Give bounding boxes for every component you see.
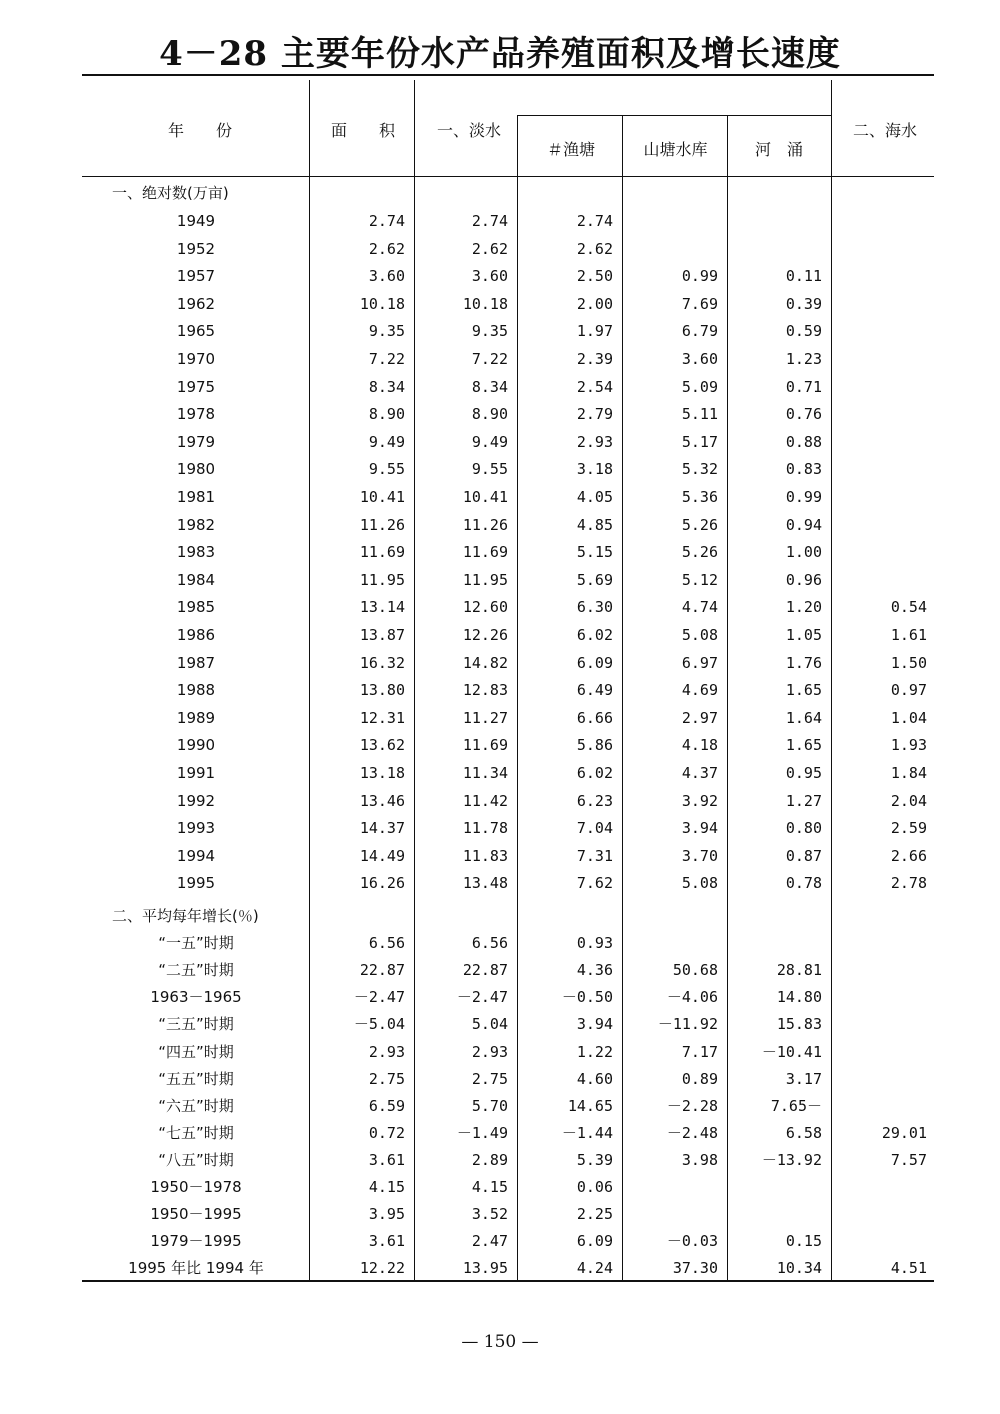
cell-river: 0.99	[785, 488, 822, 506]
cell-fresh: 11.83	[462, 846, 508, 865]
cell-reservoir: 7.69	[681, 294, 718, 313]
cell-fresh: 11.69	[462, 736, 508, 755]
table-row	[0, 870, 1000, 897]
row-label: 1995	[176, 874, 216, 893]
table-row	[0, 677, 1000, 704]
page-title: 4－28 主要年份水产品养殖面积及增长速度	[159, 34, 841, 74]
cell-river: 28.81	[776, 961, 822, 980]
cell-sea: 1.61	[890, 626, 927, 644]
cell-fresh: 22.87	[462, 961, 508, 980]
cell-river: 1.00	[785, 543, 822, 562]
cell-pond: 1.22	[576, 1042, 613, 1061]
cell-river: 0.59	[785, 322, 822, 341]
cell-area: 8.90	[368, 405, 405, 424]
table-row	[0, 594, 1000, 621]
row-label: 1979	[176, 432, 216, 451]
row-label: 1986	[176, 626, 216, 644]
cell-pond: 2.93	[576, 432, 613, 451]
cell-pond: －0.50	[561, 988, 613, 1007]
cell-pond: 7.31	[576, 846, 613, 865]
cell-river: 3.17	[785, 1069, 822, 1088]
cell-reservoir: 2.97	[681, 708, 718, 727]
row-label: 1983	[176, 543, 216, 562]
cell-area: 13.46	[359, 791, 405, 810]
row-label: “四五”时期	[158, 1042, 234, 1061]
row-label: 1988	[176, 681, 216, 700]
cell-pond: 6.66	[576, 708, 613, 727]
cell-area: 3.61	[368, 1150, 405, 1169]
cell-reservoir: 5.08	[681, 874, 718, 893]
cell-reservoir: 0.89	[681, 1069, 718, 1088]
table-row	[0, 456, 1000, 483]
cell-fresh: 11.27	[462, 708, 508, 727]
cell-sea: 2.04	[890, 791, 927, 810]
cell-river: 1.23	[785, 350, 822, 368]
table-row	[0, 374, 1000, 401]
cell-river: －10.41	[761, 1042, 822, 1061]
cell-area: －2.47	[353, 988, 405, 1007]
cell-area: 2.74	[368, 212, 405, 230]
section-label: 二、平均每年增长(％)	[112, 907, 259, 925]
row-label: 1984	[176, 570, 216, 589]
table-row	[0, 346, 1000, 373]
cell-pond: 2.74	[576, 212, 613, 230]
cell-pond: 6.23	[576, 791, 613, 810]
cell-fresh: 11.95	[462, 570, 508, 589]
cell-fresh: 11.26	[462, 515, 508, 534]
cell-pond: 4.24	[576, 1259, 613, 1278]
cell-fresh: 2.47	[471, 1232, 508, 1251]
table-row	[0, 1120, 1000, 1147]
table-row	[0, 263, 1000, 290]
row-label: “三五”时期	[158, 1015, 234, 1034]
row-label: 1965	[176, 322, 216, 341]
header-pond: ＃渔塘	[546, 140, 595, 159]
cell-sea: 1.93	[890, 736, 927, 755]
cell-river: 0.83	[785, 460, 822, 479]
table-row	[0, 788, 1000, 815]
cell-river: 0.78	[785, 874, 822, 893]
header-area: 面 积	[330, 121, 395, 140]
cell-pond: 2.39	[576, 350, 613, 368]
cell-pond: 6.02	[576, 626, 613, 644]
row-label: 1987	[176, 653, 216, 672]
cell-river: 1.65	[785, 736, 822, 755]
cell-area: 6.59	[368, 1096, 405, 1115]
table-row	[0, 208, 1000, 235]
cell-area: 3.95	[368, 1205, 405, 1224]
cell-sea: 1.84	[890, 764, 927, 782]
cell-fresh: 6.56	[471, 934, 508, 953]
cell-river: 0.76	[785, 405, 822, 424]
cell-fresh: 7.22	[471, 350, 508, 368]
header-bottom-rule	[82, 176, 934, 177]
cell-area: 8.34	[368, 377, 405, 396]
table-row	[0, 1255, 1000, 1282]
table-row	[0, 1011, 1000, 1038]
cell-sea: 2.66	[890, 846, 927, 865]
cell-pond: 2.25	[576, 1205, 613, 1224]
table-row	[0, 843, 1000, 870]
table-row	[0, 429, 1000, 456]
cell-reservoir: 3.98	[681, 1150, 718, 1169]
cell-pond: 2.54	[576, 377, 613, 396]
cell-reservoir: －4.06	[666, 988, 718, 1007]
row-label: 1957	[176, 267, 216, 286]
cell-fresh: 8.34	[471, 377, 508, 396]
cell-area: 3.60	[368, 267, 405, 286]
cell-pond: 4.05	[576, 488, 613, 506]
cell-river: －13.92	[761, 1150, 822, 1169]
header-year: 年 份	[167, 121, 232, 140]
row-label: 1952	[176, 239, 216, 258]
cell-reservoir: 4.69	[681, 681, 718, 700]
cell-area: －5.04	[353, 1015, 405, 1034]
cell-pond: －1.44	[561, 1123, 613, 1142]
table-row	[0, 1066, 1000, 1093]
cell-pond: 6.02	[576, 764, 613, 782]
cell-area: 7.22	[368, 350, 405, 368]
cell-reservoir: 5.12	[681, 570, 718, 589]
cell-pond: 7.62	[576, 874, 613, 893]
table-row	[0, 567, 1000, 594]
cell-area: 6.56	[368, 934, 405, 953]
cell-river: 0.95	[785, 764, 822, 782]
cell-pond: 2.00	[576, 294, 613, 313]
cell-area: 16.26	[359, 874, 405, 893]
cell-fresh: 5.04	[471, 1015, 508, 1034]
cell-reservoir: 5.26	[681, 515, 718, 534]
cell-area: 2.93	[368, 1042, 405, 1061]
cell-pond: 5.15	[576, 543, 613, 562]
table-row	[0, 622, 1000, 649]
cell-reservoir: 4.74	[681, 598, 718, 617]
row-label: 1980	[176, 460, 216, 479]
cell-area: 2.75	[368, 1069, 405, 1088]
cell-reservoir: 3.70	[681, 846, 718, 865]
cell-fresh: 2.75	[471, 1069, 508, 1088]
table-row	[0, 930, 1000, 957]
cell-fresh: 3.60	[471, 267, 508, 286]
row-label: “一五”时期	[158, 934, 234, 953]
cell-area: 4.15	[368, 1178, 405, 1196]
row-label: “八五”时期	[158, 1150, 234, 1169]
row-label: 1985	[176, 598, 216, 617]
table-row	[0, 318, 1000, 345]
cell-pond: 3.94	[576, 1015, 613, 1034]
row-label: 1963－1965	[150, 988, 242, 1007]
cell-reservoir: 5.26	[681, 543, 718, 562]
cell-pond: 6.09	[576, 1232, 613, 1251]
cell-area: 2.62	[368, 239, 405, 258]
section-row	[0, 903, 1000, 930]
row-label: 1990	[176, 736, 216, 755]
row-label: 1994	[176, 846, 216, 865]
cell-reservoir: 4.18	[681, 736, 718, 755]
cell-reservoir: 37.30	[672, 1259, 718, 1278]
cell-reservoir: 6.79	[681, 322, 718, 341]
row-label: 1949	[176, 212, 216, 230]
cell-pond: 0.06	[576, 1178, 613, 1196]
cell-area: 11.95	[359, 570, 405, 589]
cell-area: 10.41	[359, 488, 405, 506]
cell-reservoir: 4.37	[681, 764, 718, 782]
cell-area: 3.61	[368, 1232, 405, 1251]
table-row	[0, 1228, 1000, 1255]
row-label: “七五”时期	[158, 1123, 234, 1142]
cell-fresh: 11.42	[462, 791, 508, 810]
cell-fresh: 3.52	[471, 1205, 508, 1224]
table-row	[0, 650, 1000, 677]
cell-river: 0.87	[785, 846, 822, 865]
cell-fresh: 8.90	[471, 405, 508, 424]
cell-fresh: 12.26	[462, 626, 508, 644]
row-label: 1992	[176, 791, 216, 810]
cell-area: 9.55	[368, 460, 405, 479]
table-row	[0, 1174, 1000, 1201]
cell-pond: 14.65	[567, 1096, 613, 1115]
cell-area: 0.72	[368, 1123, 405, 1142]
cell-pond: 2.79	[576, 405, 613, 424]
cell-fresh: 12.83	[462, 681, 508, 700]
cell-fresh: 13.95	[462, 1259, 508, 1278]
cell-pond: 3.18	[576, 460, 613, 479]
row-label: 1982	[176, 515, 216, 534]
cell-river: 10.34	[776, 1259, 822, 1278]
cell-fresh: －2.47	[456, 988, 508, 1007]
cell-sea: 1.50	[890, 653, 927, 672]
cell-sea: 0.54	[890, 598, 927, 617]
cell-river: 6.58	[785, 1123, 822, 1142]
cell-reservoir: 5.32	[681, 460, 718, 479]
cell-pond: 7.04	[576, 819, 613, 838]
table-row	[0, 760, 1000, 787]
cell-fresh: 10.18	[462, 294, 508, 313]
table-row	[0, 815, 1000, 842]
cell-pond: 5.39	[576, 1150, 613, 1169]
table-row	[0, 1147, 1000, 1174]
cell-pond: 4.85	[576, 515, 613, 534]
cell-pond: 1.97	[576, 322, 613, 341]
cell-area: 12.31	[359, 708, 405, 727]
cell-area: 13.18	[359, 764, 405, 782]
cell-river: 0.39	[785, 294, 822, 313]
table-row	[0, 732, 1000, 759]
cell-area: 11.69	[359, 543, 405, 562]
cell-pond: 2.50	[576, 267, 613, 286]
cell-fresh: 11.69	[462, 543, 508, 562]
table-row	[0, 984, 1000, 1011]
table-row	[0, 236, 1000, 263]
header-sea: 二、海水	[852, 121, 917, 140]
row-label: 1975	[176, 377, 216, 396]
header-fresh: 一、淡水	[436, 121, 501, 140]
table-row	[0, 1039, 1000, 1066]
page-number: — 150 —	[461, 1332, 539, 1352]
cell-sea: 2.78	[890, 874, 927, 893]
cell-river: 0.11	[785, 267, 822, 286]
cell-reservoir: 0.99	[681, 267, 718, 286]
cell-river: 0.94	[785, 515, 822, 534]
cell-pond: 6.09	[576, 653, 613, 672]
cell-reservoir: 6.97	[681, 653, 718, 672]
cell-river: 1.64	[785, 708, 822, 727]
cell-river: 1.20	[785, 598, 822, 617]
row-label: “五五”时期	[158, 1069, 234, 1088]
cell-fresh: 2.89	[471, 1150, 508, 1169]
cell-sea: 1.04	[890, 708, 927, 727]
cell-fresh: 2.62	[471, 239, 508, 258]
table-row	[0, 705, 1000, 732]
cell-area: 16.32	[359, 653, 405, 672]
cell-reservoir: 7.17	[681, 1042, 718, 1061]
cell-reservoir: －2.48	[666, 1123, 718, 1142]
cell-reservoir: 3.94	[681, 819, 718, 838]
section-label: 一、绝对数(万亩)	[112, 184, 229, 202]
cell-area: 12.22	[359, 1259, 405, 1278]
row-label: 1979－1995	[150, 1232, 242, 1251]
cell-area: 11.26	[359, 515, 405, 534]
cell-fresh: －1.49	[456, 1123, 508, 1142]
cell-fresh: 12.60	[462, 598, 508, 617]
cell-pond: 5.69	[576, 570, 613, 589]
cell-fresh: 2.93	[471, 1042, 508, 1061]
cell-reservoir: 3.92	[681, 791, 718, 810]
cell-river: 15.83	[776, 1015, 822, 1034]
cell-area: 10.18	[359, 294, 405, 313]
cell-sea: 0.97	[890, 681, 927, 700]
cell-reservoir: －11.92	[657, 1015, 718, 1034]
row-label: 1950－1995	[150, 1205, 242, 1224]
table-top-rule	[82, 74, 934, 76]
cell-area: 9.49	[368, 432, 405, 451]
row-label: 1991	[176, 764, 216, 782]
cell-fresh: 14.82	[462, 653, 508, 672]
cell-river: 0.71	[785, 377, 822, 396]
cell-area: 22.87	[359, 961, 405, 980]
cell-river: 1.27	[785, 791, 822, 810]
cell-sea: 7.57	[890, 1150, 927, 1169]
cell-area: 9.35	[368, 322, 405, 341]
cell-river: 1.05	[785, 626, 822, 644]
cell-river: 0.88	[785, 432, 822, 451]
cell-pond: 6.30	[576, 598, 613, 617]
cell-reservoir: －2.28	[666, 1096, 718, 1115]
cell-pond: 6.49	[576, 681, 613, 700]
cell-reservoir: 50.68	[672, 961, 718, 980]
cell-reservoir: 5.36	[681, 488, 718, 506]
subheader-rule	[517, 115, 832, 116]
cell-area: 13.80	[359, 681, 405, 700]
table-row	[0, 484, 1000, 511]
cell-reservoir: －0.03	[666, 1232, 718, 1251]
row-label: “六五”时期	[158, 1096, 234, 1115]
table-row	[0, 957, 1000, 984]
table-row	[0, 539, 1000, 566]
row-label: 1970	[176, 350, 216, 368]
row-label: 1981	[176, 488, 216, 506]
cell-sea: 4.51	[890, 1259, 927, 1278]
cell-fresh: 9.49	[471, 432, 508, 451]
cell-fresh: 11.34	[462, 764, 508, 782]
cell-fresh: 4.15	[471, 1178, 508, 1196]
header-reservoir: 山塘水库	[643, 140, 708, 159]
row-label: 1962	[176, 294, 216, 313]
cell-fresh: 2.74	[471, 212, 508, 230]
cell-fresh: 10.41	[462, 488, 508, 506]
cell-sea: 29.01	[881, 1123, 927, 1142]
cell-reservoir: 5.09	[681, 377, 718, 396]
row-label: 1995 年比 1994 年	[128, 1259, 264, 1278]
row-label: 1993	[176, 819, 216, 838]
table-row	[0, 291, 1000, 318]
cell-river: 7.65－	[770, 1096, 822, 1115]
cell-river: 14.80	[776, 988, 822, 1007]
cell-area: 14.49	[359, 846, 405, 865]
cell-area: 13.14	[359, 598, 405, 617]
cell-fresh: 9.35	[471, 322, 508, 341]
cell-river: 1.76	[785, 653, 822, 672]
cell-pond: 2.62	[576, 239, 613, 258]
table-row	[0, 1201, 1000, 1228]
cell-fresh: 13.48	[462, 874, 508, 893]
cell-fresh: 11.78	[462, 819, 508, 838]
table-row	[0, 1093, 1000, 1120]
cell-area: 14.37	[359, 819, 405, 838]
cell-reservoir: 3.60	[681, 350, 718, 368]
header-river: 河 涌	[754, 140, 803, 159]
cell-river: 0.96	[785, 570, 822, 589]
cell-pond: 0.93	[576, 934, 613, 953]
cell-area: 13.62	[359, 736, 405, 755]
cell-reservoir: 5.17	[681, 432, 718, 451]
cell-river: 1.65	[785, 681, 822, 700]
cell-river: 0.15	[785, 1232, 822, 1251]
row-label: 1978	[176, 405, 216, 424]
cell-area: 13.87	[359, 626, 405, 644]
cell-fresh: 9.55	[471, 460, 508, 479]
cell-pond: 5.86	[576, 736, 613, 755]
table-row	[0, 401, 1000, 428]
row-label: 1989	[176, 708, 216, 727]
cell-pond: 4.36	[576, 961, 613, 980]
table-row	[0, 512, 1000, 539]
cell-river: 0.80	[785, 819, 822, 838]
cell-fresh: 5.70	[471, 1096, 508, 1115]
cell-reservoir: 5.08	[681, 626, 718, 644]
cell-reservoir: 5.11	[681, 405, 718, 424]
cell-pond: 4.60	[576, 1069, 613, 1088]
row-label: “二五”时期	[158, 961, 234, 980]
row-label: 1950－1978	[150, 1178, 242, 1196]
section-row	[0, 180, 1000, 207]
cell-sea: 2.59	[890, 819, 927, 838]
